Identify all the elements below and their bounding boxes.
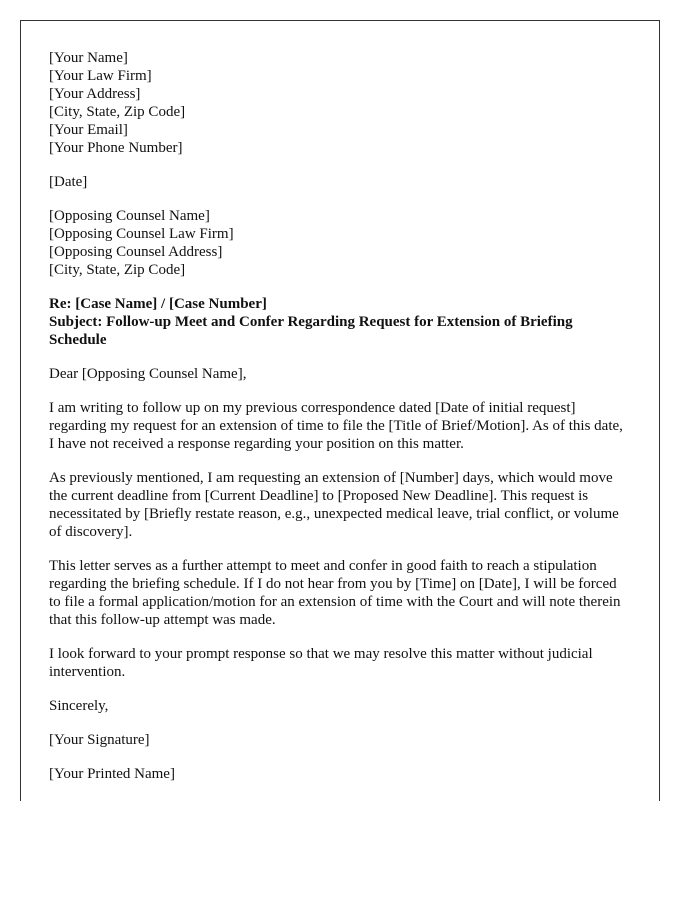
body-paragraph: As previously mentioned, I am requesting an extension of [Number] days, which would move the current deadline from [Current Deadline] to [Proposed New Deadline]. This request is necessitated by [Briefly restate reason, e.g., unexpected medical leave, trial conflict, or volume of discovery]. [49, 470, 619, 540]
printed-name: [Your Printed Name] [49, 766, 175, 782]
sender-firm: [Your Law Firm] [49, 68, 152, 84]
body-paragraph: I look forward to your prompt response so that we may resolve this matter without judicial intervention. [49, 646, 593, 680]
signature: [Your Signature] [49, 732, 150, 748]
closing: Sincerely, [49, 698, 109, 714]
recipient-name: [Opposing Counsel Name] [49, 208, 210, 224]
body-paragraph: This letter serves as a further attempt to meet and confer in good faith to reach a stipulation regarding the briefing schedule. If I do not hear from you by [Time] on [Date], I will be forced to file a formal application/motion for an extension of time with the Court and will note therein that this follow-up attempt was made. [49, 558, 621, 628]
salutation: Dear [Opposing Counsel Name], [49, 366, 247, 382]
sender-email: [Your Email] [49, 122, 128, 138]
sender-name: [Your Name] [49, 50, 128, 66]
sender-city: [City, State, Zip Code] [49, 104, 186, 120]
recipient-firm: [Opposing Counsel Law Firm] [49, 226, 234, 242]
re-line: Re: [Case Name] / [Case Number] [49, 296, 267, 312]
sender-address: [Your Address] [49, 86, 141, 102]
body-paragraph: I am writing to follow up on my previous correspondence dated [Date of initial request] regarding my request for an extension of time to file the [Title of Brief/Motion]. As of this date, I have not received a response regarding your position on this matter. [49, 400, 623, 452]
recipient-city: [City, State, Zip Code] [49, 262, 186, 278]
subject-block [49, 295, 631, 349]
subject-line: Subject: Follow-up Meet and Confer Regarding Request for Extension of Briefing Schedule [49, 314, 573, 348]
recipient-address: [Opposing Counsel Address] [49, 244, 223, 260]
sender-address-block [49, 49, 631, 157]
recipient-address-block [49, 207, 631, 279]
letter-page [20, 20, 660, 801]
sender-phone: [Your Phone Number] [49, 140, 183, 156]
letter-date: [Date] [49, 174, 88, 190]
